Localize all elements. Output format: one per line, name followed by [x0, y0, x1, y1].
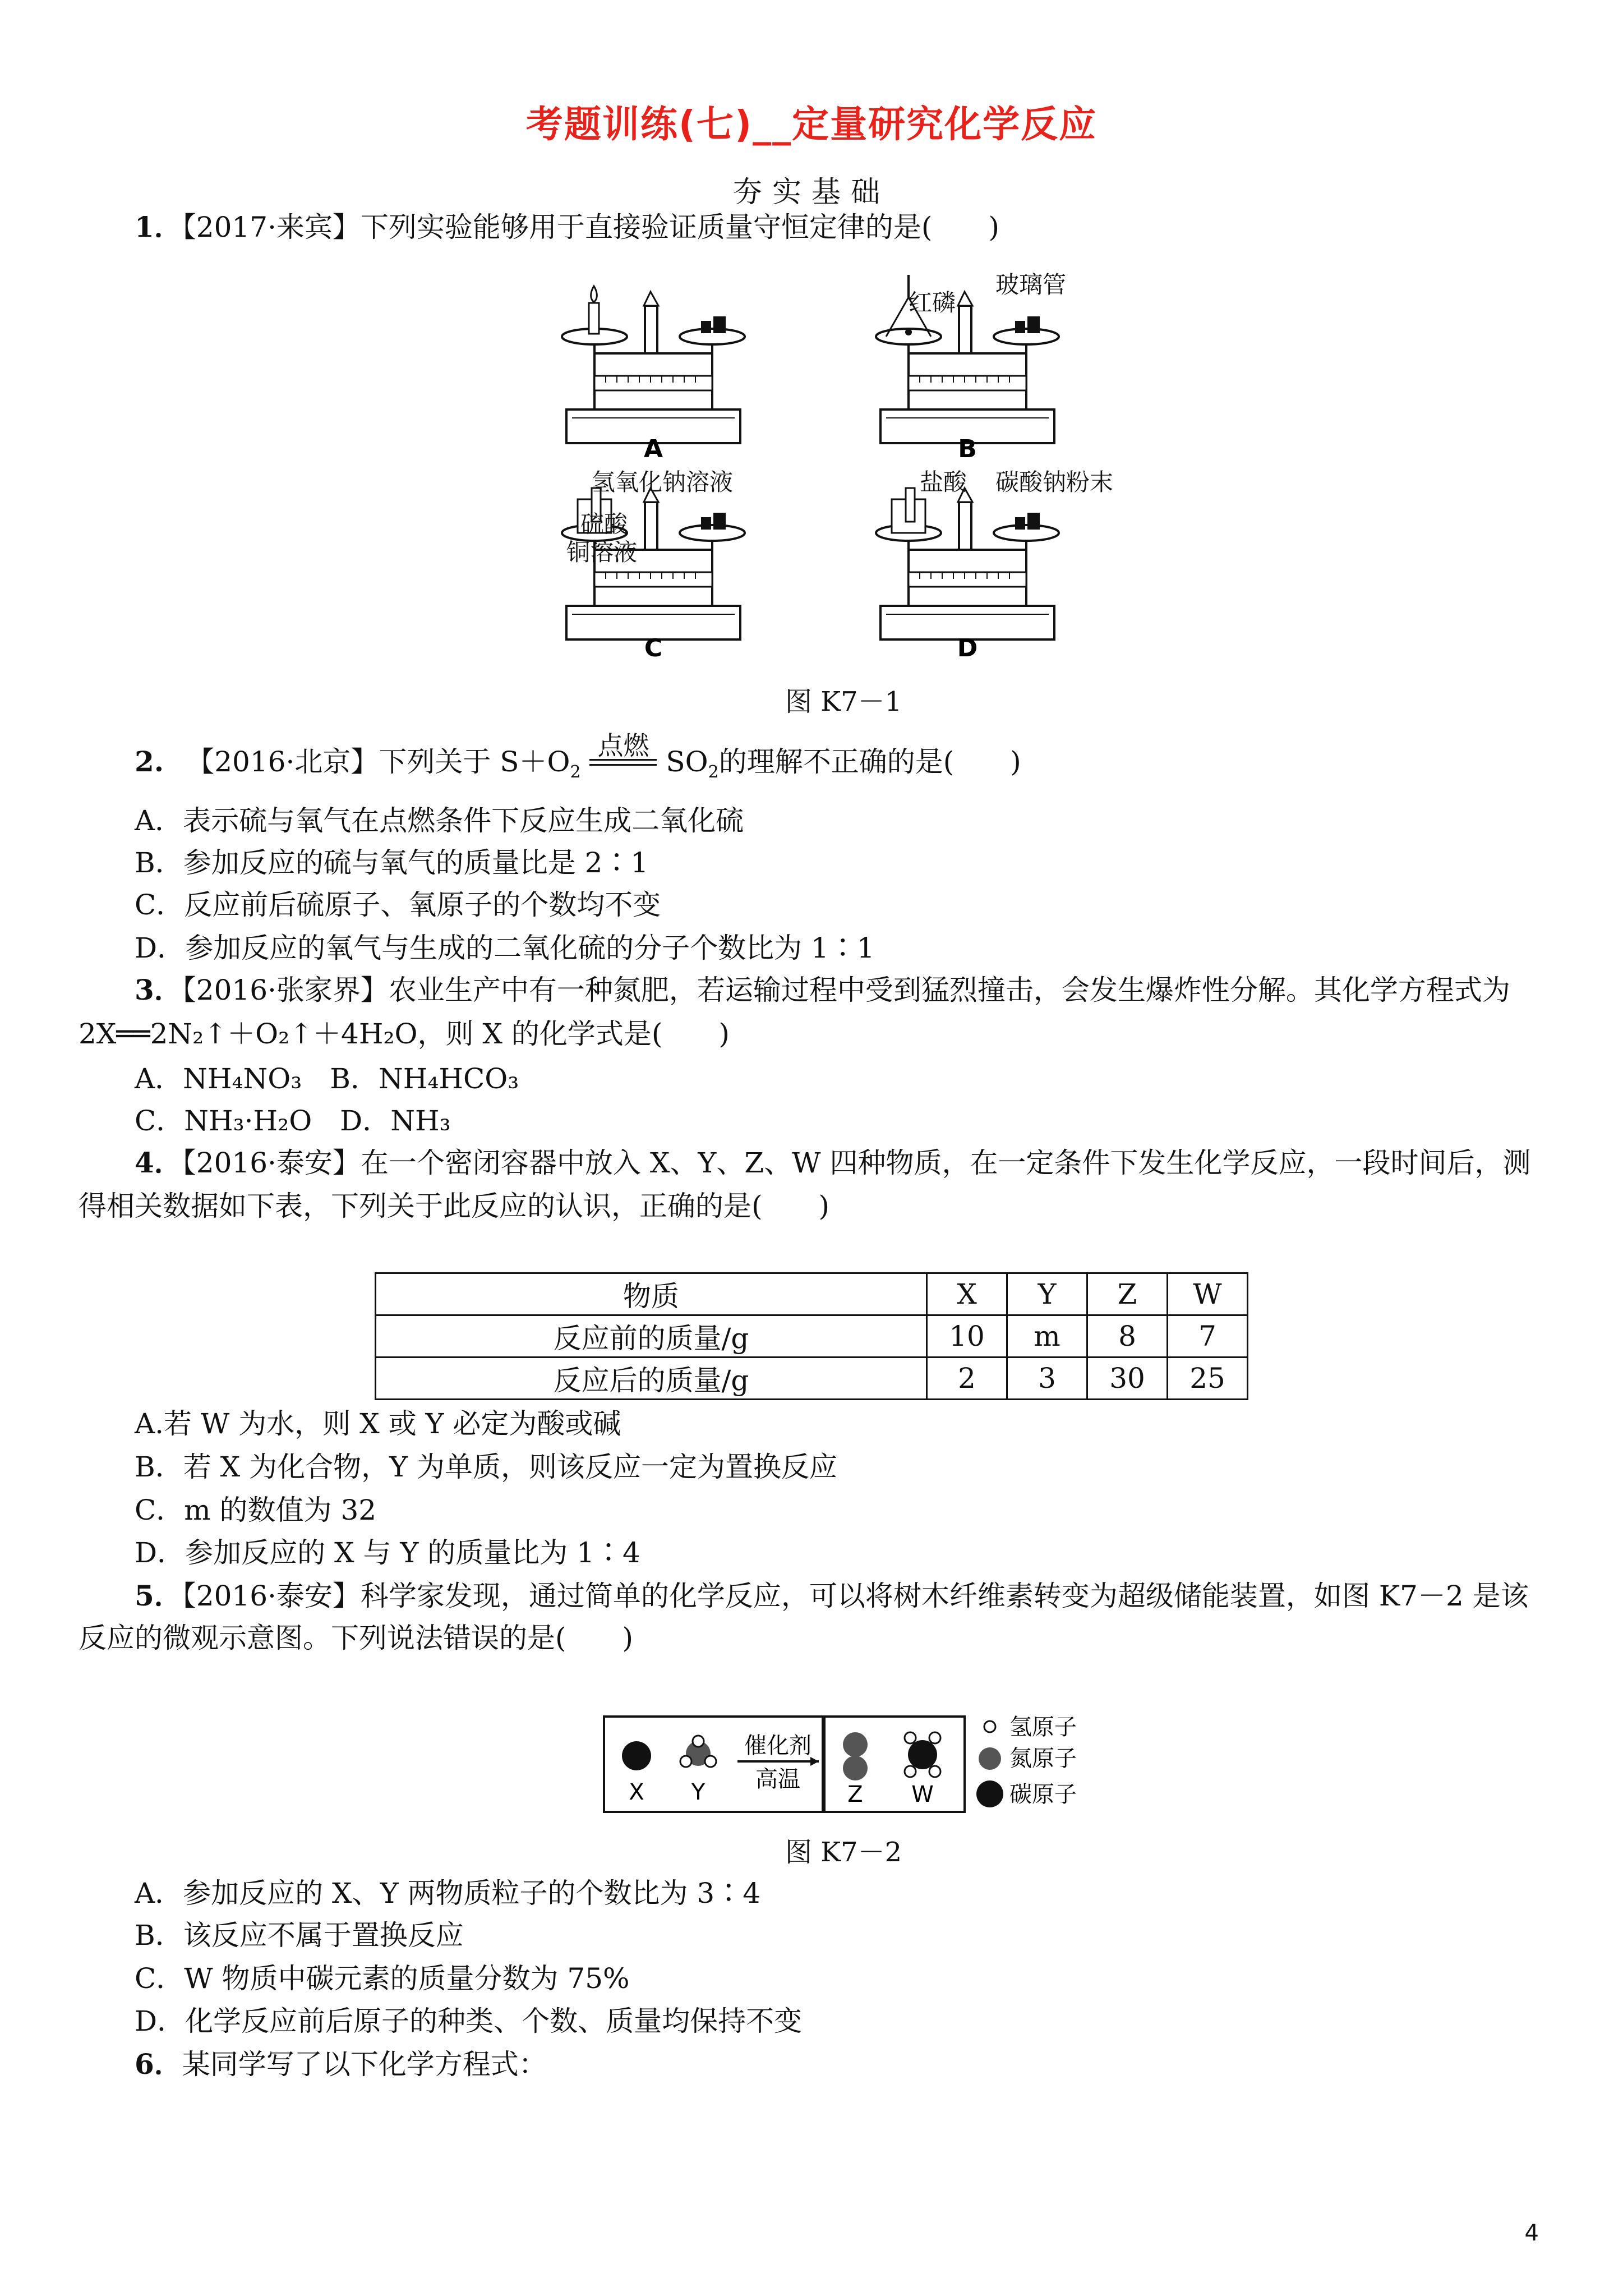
question-text: 【2016·北京】下列关于 S＋O — [186, 746, 570, 778]
table-header-cell: W — [1168, 1273, 1248, 1315]
page-title: 考题训练(七)__定量研究化学反应 — [525, 103, 1098, 146]
hydrogen-atom — [929, 1732, 940, 1743]
mass-table — [375, 1272, 1248, 1400]
hydrogen-atom — [905, 1732, 916, 1743]
page-number: 4 — [1524, 2220, 1539, 2246]
question-5-line-2: 反应的微观示意图。下列说法错误的是( ) — [79, 1622, 634, 1654]
label-cuso4-1: 硫酸 — [580, 510, 628, 538]
table-cell: 2 — [927, 1358, 1007, 1400]
table-cell: 7 — [1168, 1315, 1248, 1358]
figure-caption-k7-1: 图 K7－1 — [785, 686, 902, 717]
hydrogen-atom — [680, 1756, 691, 1767]
question-6 — [135, 2047, 547, 2081]
table-row — [376, 1358, 1248, 1400]
question-text: 的理解不正确的是( ) — [718, 746, 1021, 778]
reaction-condition — [589, 730, 657, 766]
table-cell: 反应后的质量/g — [376, 1358, 927, 1400]
label-red-phosphorus: 红磷 — [909, 289, 956, 316]
question-number: 6． — [135, 2047, 182, 2081]
hydrogen-atom — [905, 1766, 916, 1777]
question-text: 【2016·泰安】在一个密闭容器中放入 X、Y、Z、W 四种物质，在一定条件下发生化学反应，一段时间后，测 — [182, 1147, 1531, 1179]
legend-nitrogen-icon — [979, 1747, 1001, 1770]
label-c: C — [644, 634, 663, 662]
legend-carbon-icon — [976, 1780, 1003, 1807]
table-cell: 25 — [1168, 1358, 1248, 1400]
table-row — [376, 1315, 1248, 1358]
q3-options-ab: A．NH₄NO₃ B．NH₄HCO₃ — [135, 1062, 519, 1095]
table-cell: m — [1007, 1315, 1087, 1358]
apparatus-d — [876, 488, 1059, 639]
q2-option-b: B．参加反应的硫与氧气的质量比是 2∶1 — [135, 846, 649, 879]
table-cell: 8 — [1087, 1315, 1168, 1358]
question-text: 【2016·泰安】科学家发现，通过简单的化学反应，可以将树木纤维素转变为超级储能装置，如图 K7－2 是该 — [182, 1580, 1529, 1612]
table-header-cell: Z — [1087, 1273, 1168, 1315]
label-w: W — [911, 1782, 934, 1807]
q4-option-b: B．若 X 为化合物，Y 为单质，则该反应一定为置换反应 — [135, 1451, 838, 1483]
table-cell: 3 — [1007, 1358, 1087, 1400]
carbon-atom — [622, 1741, 651, 1770]
table-header-cell: X — [927, 1273, 1007, 1315]
label-x: X — [629, 1779, 644, 1805]
q4-option-d: D．参加反应的 X 与 Y 的质量比为 1∶4 — [135, 1536, 640, 1569]
label-hcl: 盐酸 — [920, 468, 967, 496]
q4-option-c: C．m 的数值为 32 — [135, 1494, 377, 1526]
hydrogen-atom — [929, 1766, 940, 1777]
table-cell: 10 — [927, 1315, 1007, 1358]
table-cell: 反应前的质量/g — [376, 1315, 927, 1358]
question-1 — [135, 210, 999, 244]
q2-option-c: C．反应前后硫原子、氧原子的个数均不变 — [135, 889, 661, 921]
q2-option-a: A．表示硫与氧气在点燃条件下反应生成二氧化硫 — [135, 804, 744, 837]
question-text: 【2016·张家界】农业生产中有一种氮肥，若运输过程中受到猛烈撞击，会发生爆炸性分解。其化学方程式为 — [182, 974, 1510, 1006]
q5-option-b: B．该反应不属于置换反应 — [135, 1919, 464, 1952]
question-number: 3． — [135, 973, 182, 1006]
q5-option-c: C．W 物质中碳元素的质量分数为 75% — [135, 1962, 630, 1995]
figure-k7-2 — [603, 1705, 1108, 1818]
label-naoh: 氢氧化钠溶液 — [592, 468, 734, 496]
subscript: 2 — [570, 762, 581, 782]
table-cell: 30 — [1087, 1358, 1168, 1400]
label-y: Y — [691, 1779, 706, 1805]
table-header-cell: 物质 — [376, 1273, 927, 1315]
question-number: 1． — [135, 210, 182, 243]
subscript: 2 — [708, 762, 719, 782]
legend-hydrogen-icon — [984, 1721, 995, 1732]
question-number: 5． — [135, 1579, 182, 1612]
catalyst-label: 催化剂 — [744, 1733, 811, 1759]
apparatus-a — [562, 286, 745, 443]
table-header-row — [376, 1273, 1248, 1315]
q4-option-a: A.若 W 为水，则 X 或 Y 必定为酸或碱 — [135, 1407, 621, 1440]
label-d: D — [957, 634, 978, 662]
question-text: 某同学写了以下化学方程式： — [182, 2048, 547, 2081]
question-3 — [135, 973, 1510, 1007]
label-na2co3: 碳酸钠粉末 — [995, 468, 1114, 496]
table-header-cell: Y — [1007, 1273, 1087, 1315]
temperature-label: 高温 — [755, 1766, 800, 1792]
legend-carbon: 碳原子 — [1009, 1782, 1077, 1807]
label-cuso4-2: 铜溶液 — [566, 539, 638, 566]
hydrogen-atom — [693, 1736, 704, 1747]
legend-nitrogen: 氮原子 — [1009, 1746, 1077, 1772]
label-b: B — [958, 435, 977, 463]
q5-option-a: A．参加反应的 X、Y 两物质粒子的个数比为 3∶4 — [135, 1877, 761, 1910]
carbon-atom — [908, 1740, 937, 1769]
nitrogen-atom — [843, 1732, 868, 1757]
question-3-line-2: 2X══2N₂↑＋O₂↑＋4H₂O，则 X 的化学式是( ) — [79, 1018, 730, 1050]
label-glass-tube: 玻璃管 — [995, 271, 1067, 298]
question-2 — [135, 730, 1021, 789]
question-text: 【2017·来宾】下列实验能够用于直接验证质量守恒定律的是( ) — [182, 211, 999, 243]
question-number: 4． — [135, 1146, 182, 1179]
nitrogen-atom — [843, 1756, 868, 1780]
q3-options-cd: C．NH₃·H₂O D．NH₃ — [135, 1105, 451, 1137]
question-text: SO — [657, 746, 708, 778]
label-a: A — [643, 435, 663, 463]
hydrogen-atom — [705, 1756, 716, 1767]
q2-option-d: D．参加反应的氧气与生成的二氧化硫的分子个数比为 1∶1 — [135, 932, 875, 964]
question-4 — [135, 1146, 1530, 1180]
figure-caption-k7-2: 图 K7－2 — [785, 1837, 902, 1868]
condition-text: 点燃 — [597, 730, 649, 761]
question-number: 2. — [135, 745, 164, 778]
q5-option-d: D．化学反应前后原子的种类、个数、质量均保持不变 — [135, 2005, 803, 2037]
question-5 — [135, 1579, 1529, 1613]
question-4-line-2: 得相关数据如下表，下列关于此反应的认识，正确的是( ) — [79, 1190, 830, 1222]
label-z: Z — [847, 1782, 863, 1807]
legend-hydrogen: 氢原子 — [1009, 1714, 1077, 1740]
section-heading: 夯实基础 — [732, 176, 890, 209]
